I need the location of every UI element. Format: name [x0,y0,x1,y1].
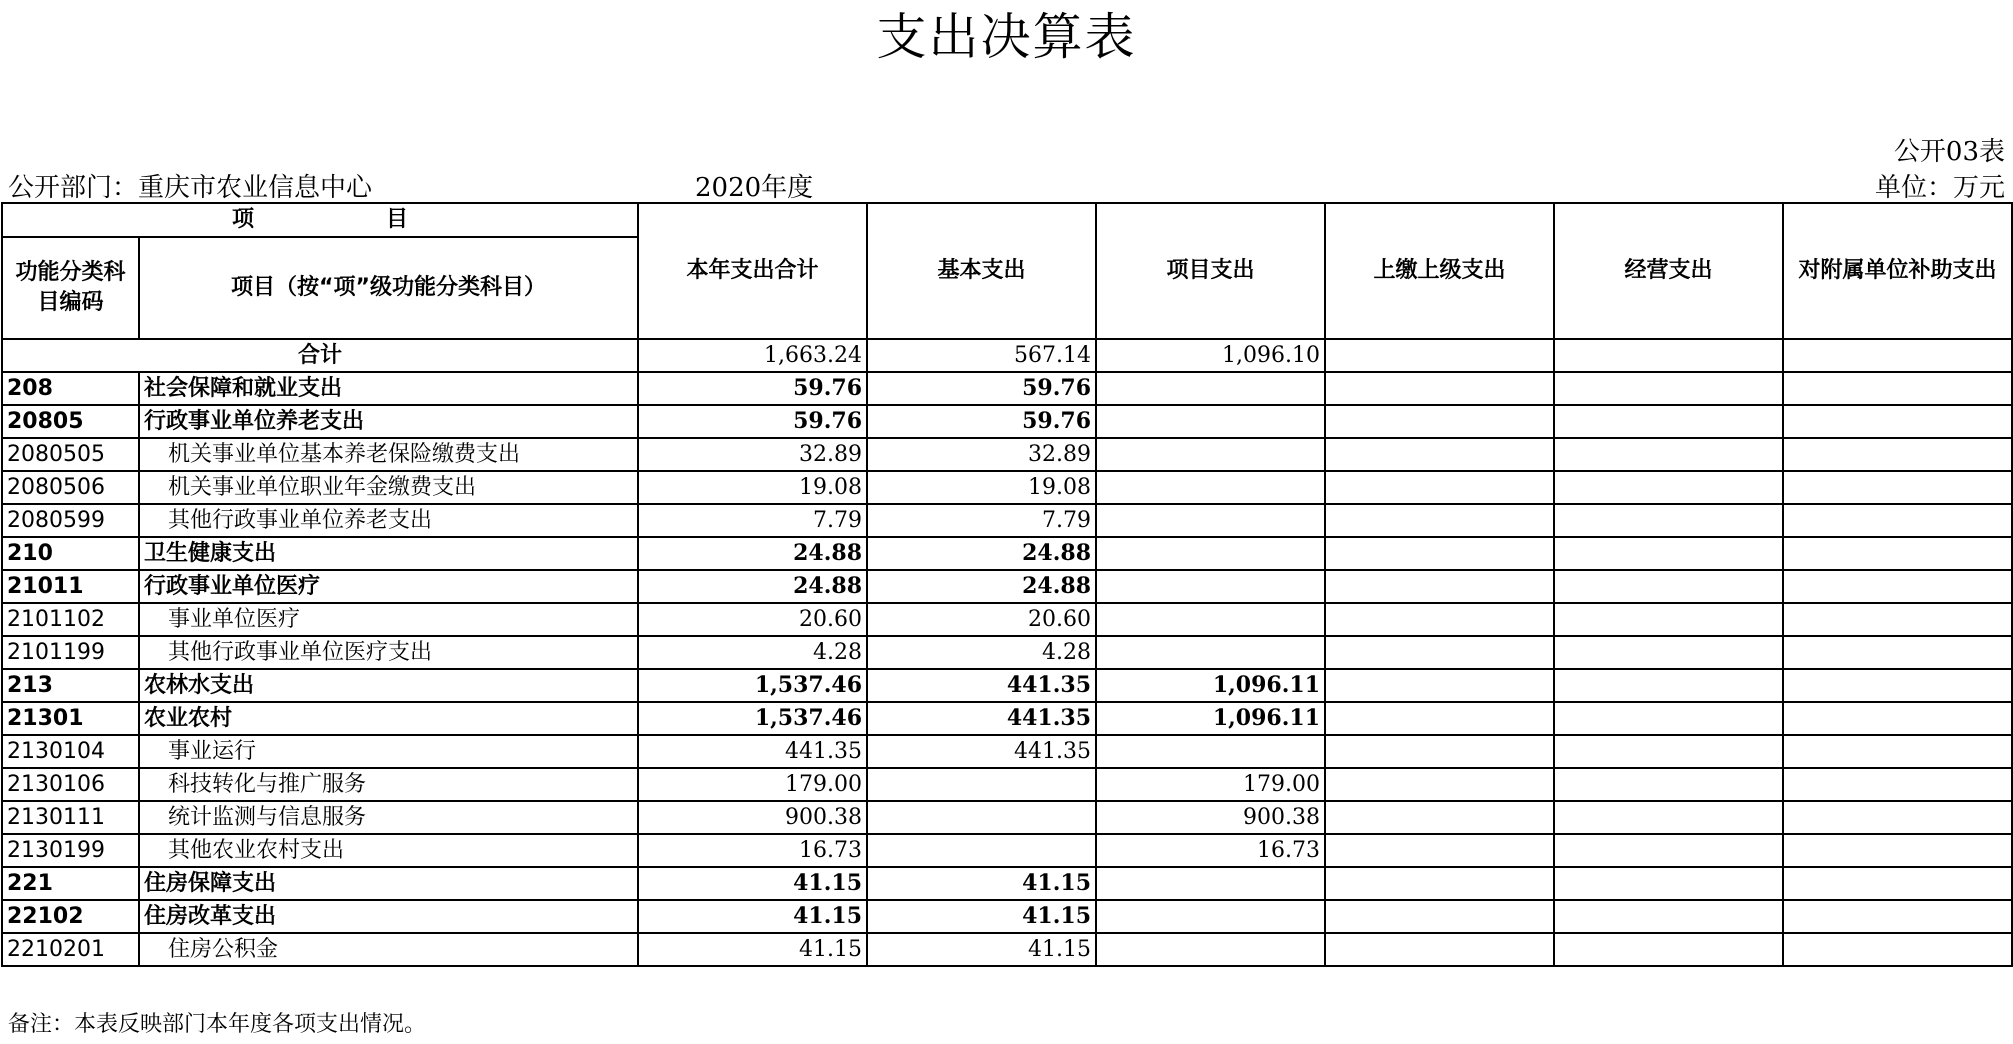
row-value: 59.76 [867,405,1096,438]
row-name: 其他行政事业单位养老支出 [139,504,638,537]
row-value: 41.15 [867,900,1096,933]
header-code: 功能分类科目编码 [2,237,139,339]
row-name: 机关事业单位基本养老保险缴费支出 [139,438,638,471]
row-code: 2130199 [2,834,139,867]
row-value: 441.35 [638,735,867,768]
row-code: 2130106 [2,768,139,801]
row-value [1554,372,1783,405]
row-name: 机关事业单位职业年金缴费支出 [139,471,638,504]
row-value: 41.15 [638,867,867,900]
table-row [2,768,2012,801]
row-value [1554,570,1783,603]
row-value [1325,834,1554,867]
row-value: 59.76 [638,405,867,438]
row-value [1325,603,1554,636]
row-name: 行政事业单位医疗 [139,570,638,603]
row-value: 19.08 [867,471,1096,504]
row-value [1325,438,1554,471]
row-value [1096,405,1325,438]
form-number: 公开03表 [1893,137,2005,167]
table-row [2,570,2012,603]
table-row [2,438,2012,471]
row-value [1554,471,1783,504]
row-value: 24.88 [867,537,1096,570]
row-value [1554,669,1783,702]
header-remit-superior: 上缴上级支出 [1325,203,1554,339]
row-value: 900.38 [638,801,867,834]
row-value [1783,735,2012,768]
total-cell: 1,096.10 [1096,339,1325,372]
row-value [1554,438,1783,471]
table-row [2,834,2012,867]
row-value [1096,867,1325,900]
row-code: 21011 [2,570,139,603]
row-value: 441.35 [867,702,1096,735]
row-value [1783,702,2012,735]
row-code: 2130104 [2,735,139,768]
row-value [1096,537,1325,570]
row-value [1783,900,2012,933]
row-value: 1,096.11 [1096,702,1325,735]
row-value: 41.15 [638,900,867,933]
table-row [2,471,2012,504]
row-value [1783,801,2012,834]
table-row [2,702,2012,735]
row-value: 19.08 [638,471,867,504]
row-value [1325,867,1554,900]
row-value [1325,801,1554,834]
row-value [1554,834,1783,867]
row-value [1554,504,1783,537]
row-code: 2080505 [2,438,139,471]
expenditure-table [1,202,2013,967]
row-name: 社会保障和就业支出 [139,372,638,405]
row-name: 事业运行 [139,735,638,768]
row-value [1096,636,1325,669]
row-value [1325,669,1554,702]
row-code: 2210201 [2,933,139,966]
row-value [1096,735,1325,768]
row-value [1783,438,2012,471]
row-value [1096,570,1325,603]
row-value: 41.15 [867,933,1096,966]
table-row [2,504,2012,537]
row-value [1554,801,1783,834]
row-value [1096,603,1325,636]
total-cell [1783,339,2012,372]
row-name: 其他农业农村支出 [139,834,638,867]
row-value [1783,537,2012,570]
table-row [2,372,2012,405]
row-value [1096,900,1325,933]
row-code: 2101102 [2,603,139,636]
row-value [1096,471,1325,504]
row-value: 20.60 [867,603,1096,636]
row-value: 7.79 [867,504,1096,537]
row-code: 208 [2,372,139,405]
row-code: 21301 [2,702,139,735]
total-cell [1554,339,1783,372]
row-name: 行政事业单位养老支出 [139,405,638,438]
table-row [2,603,2012,636]
total-cell: 567.14 [867,339,1096,372]
row-value [1554,768,1783,801]
header-subsidiary-subsidy: 对附属单位补助支出 [1783,203,2012,339]
row-value [1325,636,1554,669]
row-value [1554,867,1783,900]
row-value: 1,096.11 [1096,669,1325,702]
row-value: 441.35 [867,669,1096,702]
row-value [1783,372,2012,405]
row-value: 24.88 [638,537,867,570]
row-value [1783,867,2012,900]
row-value [1554,537,1783,570]
row-value [867,834,1096,867]
row-value [1783,405,2012,438]
row-value [1783,603,2012,636]
row-value: 7.79 [638,504,867,537]
row-value: 179.00 [638,768,867,801]
row-value: 24.88 [867,570,1096,603]
row-value [1554,933,1783,966]
row-value [1554,702,1783,735]
row-value [1783,933,2012,966]
department-label: 公开部门：重庆市农业信息中心 [8,173,373,203]
row-value [1783,834,2012,867]
row-value: 41.15 [867,867,1096,900]
row-code: 2101199 [2,636,139,669]
row-code: 2130111 [2,801,139,834]
total-cell: 1,663.24 [638,339,867,372]
table-row [2,801,2012,834]
row-value [1325,900,1554,933]
table-row [2,405,2012,438]
header-basic-expenditure: 基本支出 [867,203,1096,339]
row-value: 59.76 [638,372,867,405]
row-value [1096,504,1325,537]
table-row [2,669,2012,702]
row-value: 4.28 [638,636,867,669]
fiscal-year: 2020年度 [695,173,814,203]
total-cell [1325,339,1554,372]
row-name: 住房改革支出 [139,900,638,933]
row-code: 2080506 [2,471,139,504]
row-value [1325,504,1554,537]
row-code: 2080599 [2,504,139,537]
row-value [867,801,1096,834]
total-row [2,339,2012,372]
row-value [1783,669,2012,702]
row-name: 农林水支出 [139,669,638,702]
row-value [1325,735,1554,768]
row-value [1554,603,1783,636]
row-value: 32.89 [867,438,1096,471]
row-code: 22102 [2,900,139,933]
header-total-expenditure: 本年支出合计 [638,203,867,339]
row-value [1783,570,2012,603]
row-value [1325,405,1554,438]
header-operating-expenditure: 经营支出 [1554,203,1783,339]
row-value [1325,768,1554,801]
row-code: 210 [2,537,139,570]
table-row [2,537,2012,570]
footnote: 备注：本表反映部门本年度各项支出情况。 [8,1012,427,1037]
row-value: 179.00 [1096,768,1325,801]
row-value [1325,570,1554,603]
row-value [1554,405,1783,438]
row-value [1783,636,2012,669]
row-code: 20805 [2,405,139,438]
row-value [1096,372,1325,405]
row-value [1783,768,2012,801]
row-name: 卫生健康支出 [139,537,638,570]
row-value: 441.35 [867,735,1096,768]
row-value: 900.38 [1096,801,1325,834]
row-value [1096,933,1325,966]
row-name: 事业单位医疗 [139,603,638,636]
row-value: 1,537.46 [638,702,867,735]
row-value: 24.88 [638,570,867,603]
row-value: 59.76 [867,372,1096,405]
row-value: 4.28 [867,636,1096,669]
row-value [1325,372,1554,405]
row-value [1783,504,2012,537]
header-item-group: 项 目 [2,203,638,237]
row-value [1554,900,1783,933]
row-value [1554,735,1783,768]
row-name: 统计监测与信息服务 [139,801,638,834]
total-label: 合计 [2,339,638,372]
row-value [1096,438,1325,471]
row-code: 221 [2,867,139,900]
row-value [1325,537,1554,570]
row-name: 住房保障支出 [139,867,638,900]
row-value: 16.73 [638,834,867,867]
row-value [867,768,1096,801]
row-value [1554,636,1783,669]
table-row [2,867,2012,900]
header-project-expenditure: 项目支出 [1096,203,1325,339]
unit-label: 单位：万元 [1874,173,2005,203]
row-value [1783,471,2012,504]
table-row [2,900,2012,933]
row-name: 科技转化与推广服务 [139,768,638,801]
table-row [2,735,2012,768]
header-name: 项目（按“项”级功能分类科目） [139,237,638,339]
row-value: 32.89 [638,438,867,471]
page-title: 支出决算表 [876,8,1137,66]
table-row [2,636,2012,669]
row-value: 1,537.46 [638,669,867,702]
row-name: 农业农村 [139,702,638,735]
row-name: 住房公积金 [139,933,638,966]
row-value [1325,471,1554,504]
row-name: 其他行政事业单位医疗支出 [139,636,638,669]
row-value: 41.15 [638,933,867,966]
row-code: 213 [2,669,139,702]
row-value [1325,702,1554,735]
table-row [2,933,2012,966]
row-value: 20.60 [638,603,867,636]
row-value: 16.73 [1096,834,1325,867]
row-value [1325,933,1554,966]
